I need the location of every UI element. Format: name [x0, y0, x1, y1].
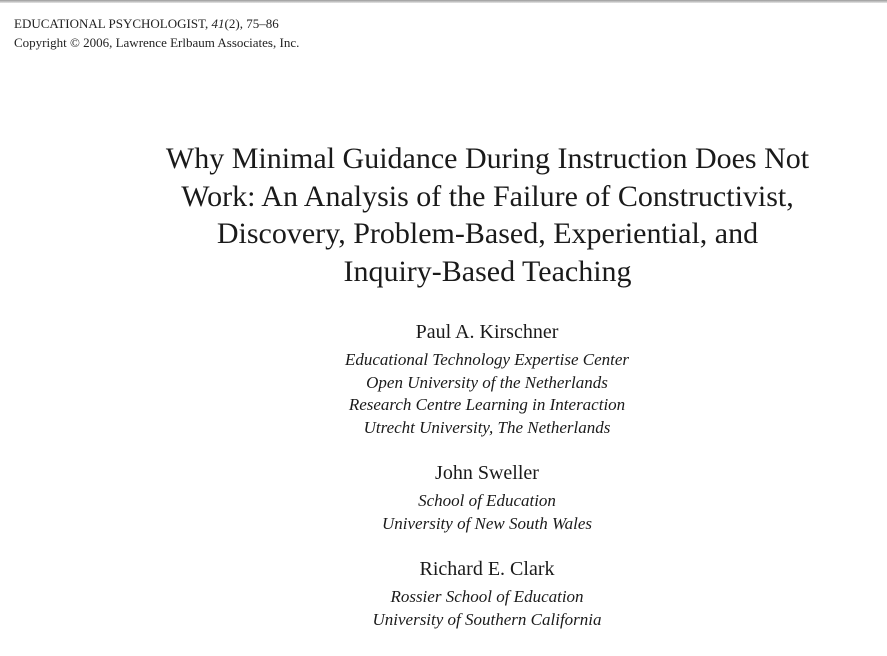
title-line: Why Minimal Guidance During Instruction Does Not	[165, 142, 810, 175]
author-affiliation: University of New South Wales	[382, 513, 592, 533]
journal-volume: 41	[211, 16, 225, 31]
author-affiliation: Utrecht University, The Netherlands	[363, 417, 611, 437]
running-head	[14, 14, 299, 52]
author-name: Paul A. Kirschner	[415, 321, 559, 343]
author-block-kirschner	[237, 320, 737, 439]
author-block-sweller	[237, 461, 737, 535]
author-block-clark	[237, 557, 737, 631]
author-affiliation: University of Southern California	[372, 609, 602, 629]
author-affiliation: Educational Technology Expertise Center	[344, 350, 630, 369]
journal-issue-pages: (2), 75–86	[224, 16, 279, 31]
journal-name: EDUCATIONAL PSYCHOLOGIST,	[14, 16, 212, 31]
copyright-line: Copyright © 2006, Lawrence Erlbaum Associates, Inc.	[14, 35, 300, 50]
title-line: Work: An Analysis of the Failure of Constructivist,	[181, 179, 794, 213]
title-line: Discovery, Problem-Based, Experiential, and	[216, 217, 759, 250]
author-affiliation: Rossier School of Education	[390, 587, 584, 606]
author-affiliation: School of Education	[418, 491, 556, 510]
author-name: Richard E. Clark	[419, 558, 555, 580]
author-affiliation: Research Centre Learning in Interaction	[348, 395, 626, 414]
top-border-rule	[0, 0, 887, 3]
title-line: Inquiry-Based Teaching	[343, 254, 632, 288]
author-affiliation: Open University of the Netherlands	[366, 372, 608, 392]
paper-title	[100, 140, 875, 290]
journal-citation	[14, 14, 299, 33]
author-name: John Sweller	[435, 462, 539, 484]
